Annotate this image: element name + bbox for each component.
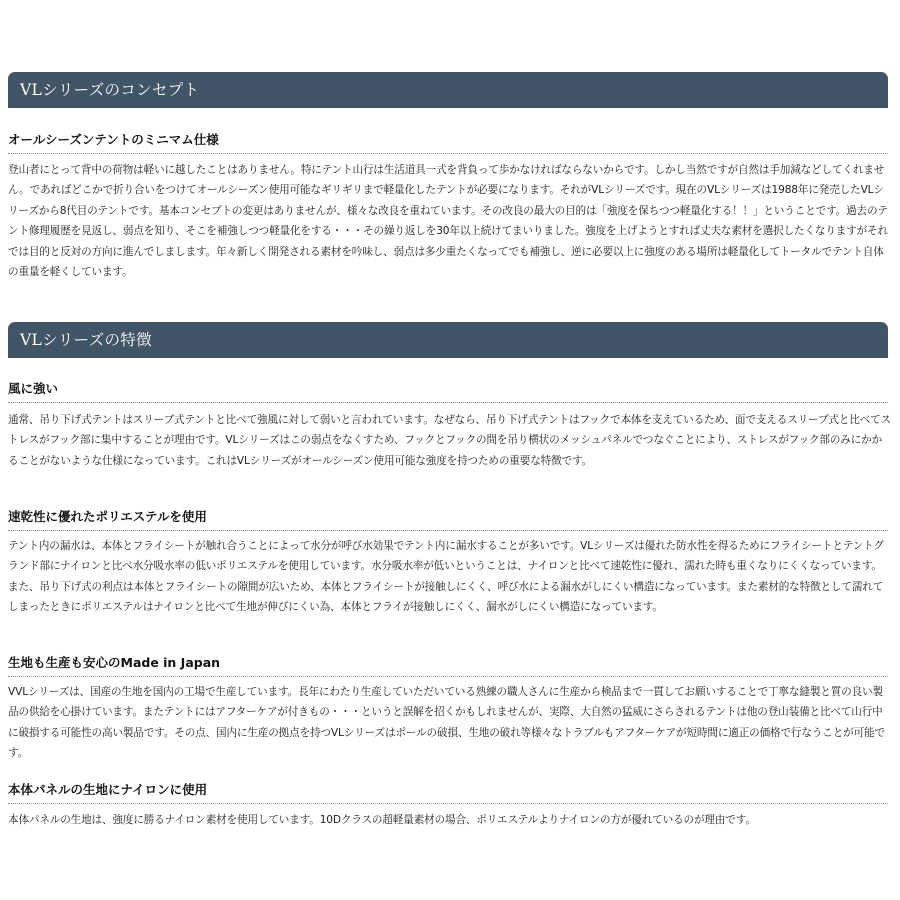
section-header-features-text: VLシリーズの特徴 bbox=[20, 331, 152, 349]
paragraph-nylon-panel: 本体パネルの生地は、強度に勝るナイロン素材を使用しています。10Dクラスの超軽量素材の場合、ポリエステルよりナイロンの方が優れているのが理由です。 bbox=[8, 814, 756, 826]
paragraph-made-in-japan: VVLシリーズは、国産の生地を国内の工場で生産しています。長年にわたり生産していただいている熟練の職人さんに生産から検品まで一貫してお願いすることで丁寧な縫製と質の良い製品の供給を心掛けています。またテントにはアフターケアが付きもの・・・というと誤解を招くかもしれませんが、実際、大自然の猛威にさらされるテントは他の登山装備と比べて山行中に破損する可能性の高い製品です。その点、国内に生産の拠点を持つVLシリーズはポールの破損、生地の破れ等様々なトラブルもアフターケアが短時間に適正の価格で行なうことが可能です。 bbox=[8, 686, 885, 760]
section-header-features bbox=[8, 322, 888, 358]
subtitle-made-in-japan: 生地も生産も安心のMade in Japan bbox=[8, 655, 888, 677]
subtitle-nylon-panel: 本体パネルの生地にナイロンに使用 bbox=[8, 782, 888, 804]
subtitle-minimum-spec: オールシーズンテントのミニマム仕様 bbox=[8, 132, 888, 154]
section-header-concept-text: VLシリーズのコンセプト bbox=[20, 81, 200, 99]
subtitle-wind-resistance: 風に強い bbox=[8, 381, 888, 403]
paragraph-polyester: テント内の漏水は、本体とフライシートが触れ合うことによって水分が呼び水効果でテント内に漏水することが多いです。VLシリーズは優れた防水性を得るためにフライシートとテントグランド部にナイロンと比べ水分吸水率の低いポリエステルを使用しています。水分吸水率が低いということは、ナイロンと比べて速乾性に優れ、濡れた時も重くなりにくくなっています。また、吊り下げ式の利点は本体とフライシートの隙間が広いため、本体とフライシートが接触しにくく、呼び水による漏水がしにくい構造になっています。また素材的な特徴として濡れてしまったときにポリエステルはナイロンと比べて生地が伸びにくい為、本体とフライが接触しにくく、漏水がしにくい構造になっています。 bbox=[8, 540, 884, 614]
paragraph-wind-resistance: 通常、吊り下げ式テントはスリーブ式テントと比べて強風に対して弱いと言われています。なぜなら、吊り下げ式テントはフックで本体を支えているため、面で支えるスリーブ式と比べてストレスがフック部に集中することが理由です。VLシリーズはこの弱点をなくすため、フックとフックの間を吊り横状のメッシュパネルでつなぐことにより、ストレスがフック部のみにかかることがないような仕様になっています。これはVLシリーズがオールシーズン使用可能な強度を持つための重要な特徴です。 bbox=[8, 414, 892, 467]
paragraph-minimum-spec: 登山者にとって背中の荷物は軽いに越したことはありません。特にテント山行は生活道具一式を背負って歩かなければならないからです。しかし当然ですが自然は手加減などしてくれません。であればどこかで折り合いをつけてオールシーズン使用可能なギリギリまで軽量化したテントが必要になります。それがVLシリーズです。現在のVLシリーズは1988年に発売したVLシリーズから8代目のテントです。基本コンセプトの変更はありませんが、様々な改良を重ねています。その改良の最大の目的は「強度を保ちつつ軽量化する！！」ということです。過去のテント修理履歴を見返し、弱点を知り、そこを補強しつつ軽量化をする・・・その繰り返しを30年以上続けてまいりました。強度を上げようとすれば丈夫な素材を選択したくなりますがそれでは目的と反対の方向に進んでしまします。年々新しく開発される素材を吟味し、弱点は多少重たくなってでも補強し、逆に必要以上に強度のある場所は軽量化してトータルでテント自体の重量を軽くしています。 bbox=[8, 164, 889, 279]
subtitle-polyester: 速乾性に優れたポリエステルを使用 bbox=[8, 509, 888, 531]
section-header-concept bbox=[8, 72, 888, 108]
